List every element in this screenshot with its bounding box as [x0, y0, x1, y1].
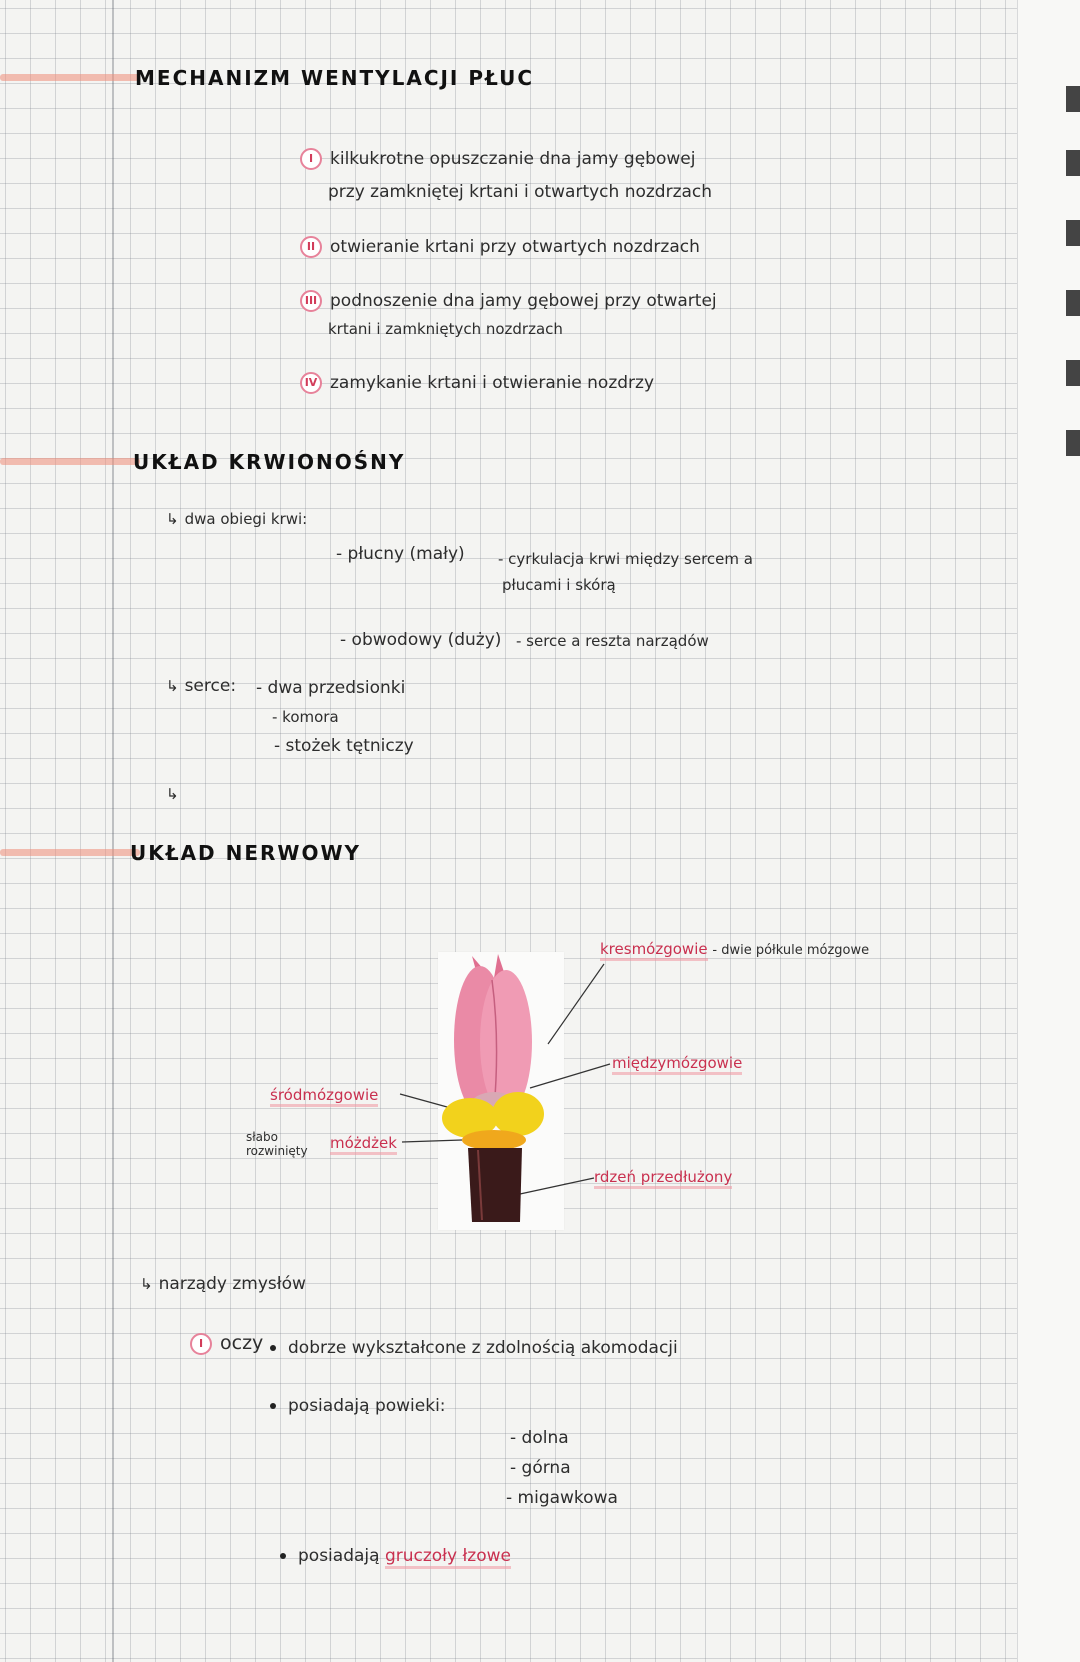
- label-midbrain: śródmózgowie: [270, 1086, 378, 1107]
- pulmonary-circuit: - płucny (mały): [336, 544, 465, 564]
- section-title-ventilation: MECHANIZM WENTYLACJI PŁUC: [135, 66, 535, 90]
- label-diencephalon: międzymózgowie: [612, 1054, 742, 1075]
- leader-line: [548, 964, 604, 1044]
- text: dobrze wykształcone z zdolnością akomodacji: [288, 1338, 678, 1358]
- eyes-point-eyelids: [270, 1396, 446, 1416]
- eyelid-nictitating: - migawkowa: [506, 1488, 618, 1508]
- cerebellum-shape: [462, 1130, 526, 1150]
- section-title-nervous: UKŁAD NERWOWY: [130, 841, 362, 865]
- text: kresmózgowie: [600, 940, 708, 961]
- systemic-circuit-desc: - serce a reszta narządów: [516, 632, 709, 650]
- leader-line: [520, 1178, 594, 1194]
- eyelid-upper: - górna: [510, 1458, 571, 1478]
- eyes-point-glands: [280, 1546, 511, 1566]
- bullet: [270, 1345, 276, 1351]
- arrow-icon: ↳: [140, 1275, 153, 1293]
- step-number-badge: I: [300, 148, 322, 170]
- label-forebrain: [600, 940, 869, 958]
- heart-part-atria: - dwa przedsionki: [256, 678, 406, 698]
- text: - dwie półkule mózgowe: [712, 943, 870, 958]
- systemic-circuit: - obwodowy (duży): [340, 630, 502, 650]
- text: serce:: [184, 676, 237, 696]
- step-text: podnoszenie dna jamy gębowej przy otwartej: [330, 291, 717, 311]
- step-number-badge: III: [300, 290, 322, 312]
- step-number-badge: IV: [300, 372, 322, 394]
- label-cerebellum-note: słabo rozwinięty: [246, 1130, 308, 1158]
- heart-part-conus: - stożek tętniczy: [274, 736, 414, 756]
- arrow-icon: ↳: [166, 677, 179, 695]
- eyes-point-accommodation: [270, 1338, 678, 1358]
- leader-line: [530, 1064, 610, 1088]
- step-1-continued: przy zamkniętej krtani i otwartych nozdrzach: [328, 182, 713, 202]
- sense-organs-label: [140, 1274, 306, 1294]
- step-text: otwieranie krtani przy otwartych nozdrzach: [330, 237, 700, 257]
- arrow-icon: ↳: [166, 785, 179, 803]
- step-text: kilkukrotne opuszczanie dna jamy gębowej: [330, 149, 696, 169]
- label-medulla: rdzeń przedłużony: [594, 1168, 732, 1189]
- bullet: [280, 1553, 286, 1559]
- heart-part-ventricle: - komora: [272, 708, 339, 726]
- text: gruczoły łzowe: [385, 1546, 511, 1569]
- eyes-number-badge: I: [190, 1333, 212, 1355]
- step-3-continued: krtani i zamkniętych nozdrzach: [328, 320, 563, 338]
- optic-lobe-right: [492, 1092, 544, 1136]
- eyelid-lower: - dolna: [510, 1428, 569, 1448]
- eyes-heading: [190, 1332, 263, 1355]
- pulmonary-circuit-desc-continued: płucami i skórą: [502, 576, 616, 594]
- leader-line: [402, 1140, 462, 1142]
- arrow-icon: ↳: [166, 510, 179, 528]
- label-cerebellum: móżdżek: [330, 1134, 397, 1155]
- text: oczy: [220, 1332, 264, 1354]
- step-number-badge: II: [300, 236, 322, 258]
- text: posiadają: [298, 1546, 380, 1566]
- text: posiadają powieki:: [288, 1396, 446, 1416]
- section-title-circulatory: UKŁAD KRWIONOŚNY: [133, 450, 406, 474]
- text: dwa obiegi krwi:: [184, 510, 308, 528]
- bullet: [270, 1403, 276, 1409]
- step-text: zamykanie krtani i otwieranie nozdrzy: [330, 373, 655, 393]
- pulmonary-circuit-desc: - cyrkulacja krwi między sercem a: [498, 550, 753, 568]
- text: narządy zmysłów: [158, 1274, 306, 1294]
- cerebral-hemisphere-right: [480, 970, 532, 1114]
- medulla-shape: [468, 1148, 522, 1222]
